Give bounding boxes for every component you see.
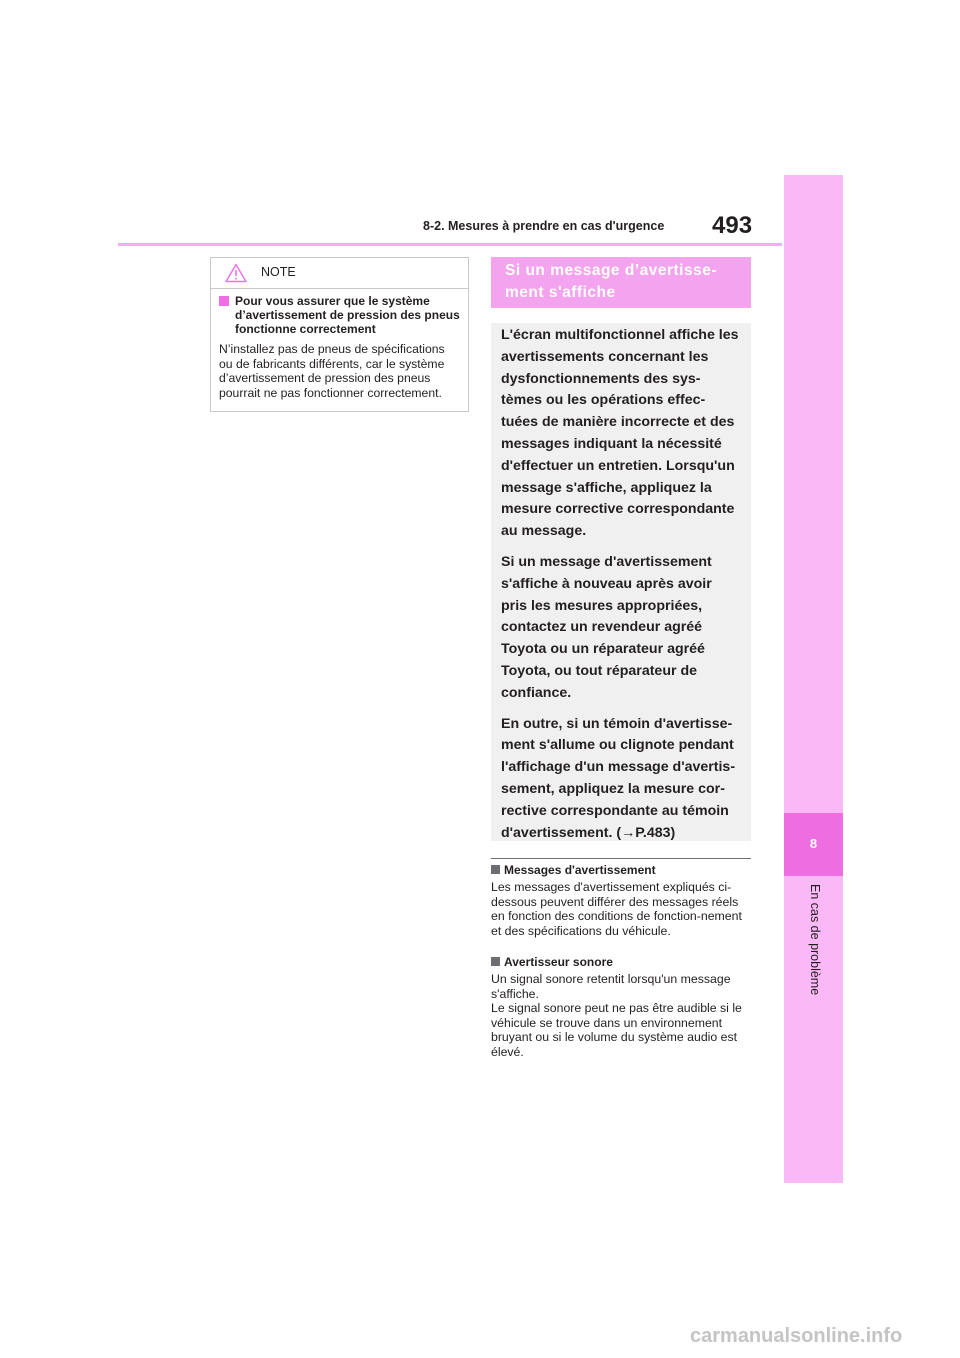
section-heading-line-1: Si un message d’avertisse- — [505, 262, 718, 279]
note-text: N’installez pas de pneus de spécifications ou de fabricants différents, car le système d’avertissement de pression des pneus pourrait ne pas fonctionner correctement. — [219, 342, 445, 400]
intro-paragraph: L'écran multifonctionnel affiche les avertissements concernant les dysfonctionnements des sys-tèmes ou les opérations effec-tuées de manière incorrecte et des messages indiquant la nécessité d'effectuer un entretien. Lorsqu'un message s'affiche, appliquez la mesure corrective correspondante au message. — [501, 327, 739, 540]
section-title: 8-2. Mesures à prendre en cas d'urgence — [423, 219, 665, 233]
header-divider — [118, 243, 782, 246]
page-number: 493 — [712, 212, 753, 239]
warning-messages-text: Les messages d'avertissement expliqués ci-dessous peuvent différer des messages réels en fonction des conditions de fonction-nement et des spécifications du véhicule. — [491, 880, 742, 938]
intro-box — [491, 323, 751, 841]
buzzer-text-1: Un signal sonore retentit lorsqu'un message s'affiche. — [491, 972, 731, 1001]
section-heading — [491, 257, 751, 308]
chapter-number: 8 — [809, 836, 818, 851]
warning-messages-section — [491, 863, 753, 938]
note-label: NOTE — [261, 265, 296, 279]
square-bullet-icon — [491, 957, 500, 966]
square-bullet-icon — [491, 865, 500, 874]
warning-messages-heading-text: Messages d'avertissement — [504, 863, 656, 877]
note-body — [211, 289, 468, 400]
chapter-title: En cas de problème — [808, 884, 822, 996]
square-bullet-icon — [219, 296, 229, 306]
buzzer-heading — [491, 955, 753, 969]
subsection-divider — [491, 858, 751, 859]
note-heading — [219, 294, 460, 336]
watermark: carmanualsonline.info — [690, 1325, 903, 1347]
warning-triangle-icon — [225, 263, 247, 283]
buzzer-text-2: Le signal sonore peut ne pas être audible si le véhicule se trouve dans un environnement bruyant ou si le volume du système audio est élevé. — [491, 1001, 742, 1059]
section-heading-line-2: ment s'affiche — [505, 284, 616, 301]
chapter-side-tab — [784, 175, 843, 1183]
note-heading-text: Pour vous assurer que le système d’avertissement de pression des pneus fonctionne correctement — [235, 294, 460, 336]
warning-messages-heading — [491, 863, 753, 877]
note-box — [210, 257, 469, 412]
intro-paragraph: Si un message d'avertissement s'affiche à nouveau après avoir pris les mesures appropriées, contactez un revendeur agréé Toyota ou un réparateur agréé Toyota, ou tout réparateur de confiance. — [501, 553, 712, 701]
buzzer-heading-text: Avertisseur sonore — [504, 955, 613, 969]
note-header — [211, 258, 468, 289]
buzzer-section — [491, 955, 753, 1060]
intro-paragraph: En outre, si un témoin d'avertisse-ment s'allume ou clignote pendant l'affichage d'un message d'avertis-sement, appliquez la mesure cor-rective correspondante au témoin d'avertissement. (→P.483) — [501, 715, 736, 841]
